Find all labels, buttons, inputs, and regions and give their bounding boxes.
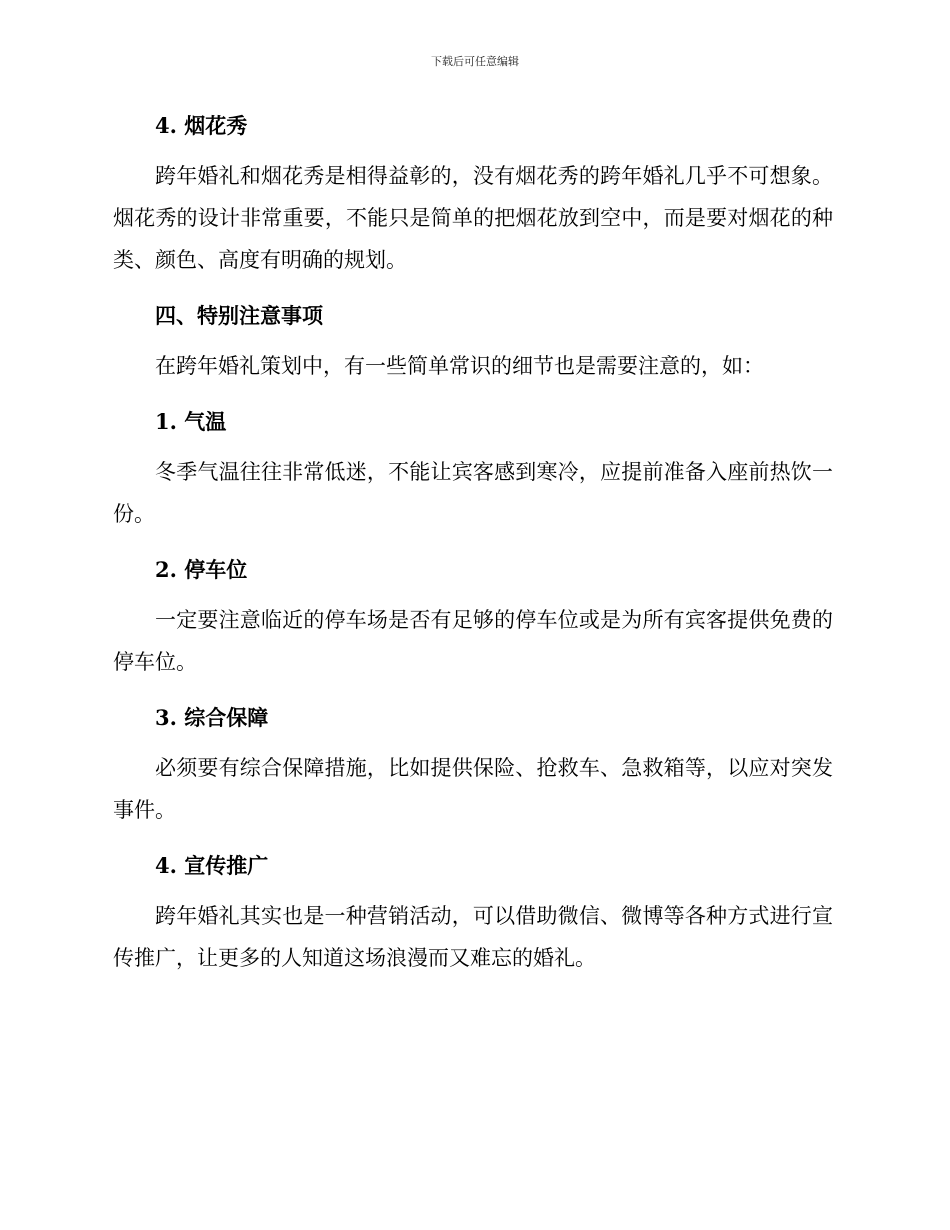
page-header-note: 下载后可任意编辑 xyxy=(431,55,519,68)
section-heading-parking: 2. 停车位 xyxy=(155,557,248,582)
section-heading-safety: 3. 综合保障 xyxy=(155,705,269,730)
section-heading-fireworks: 4. 烟花秀 xyxy=(155,113,248,138)
paragraph-temperature: 冬季气温往往非常低迷，不能让宾客感到寒冷，应提前准备入座前热饮一份。 xyxy=(113,460,833,526)
paragraph-parking: 一定要注意临近的停车场是否有足够的停车位或是为所有宾客提供免费的停车位。 xyxy=(113,608,833,674)
paragraph-fireworks: 跨年婚礼和烟花秀是相得益彰的，没有烟花秀的跨年婚礼几乎不可想象。烟花秀的设计非常重要，不能只是简单的把烟花放到空中，而是要对烟花的种类、颜色、高度有明确的规划。 xyxy=(113,164,833,272)
section-heading-promotion: 4. 宣传推广 xyxy=(155,853,269,878)
document-body xyxy=(113,111,833,979)
section-heading-temperature: 1. 气温 xyxy=(155,409,227,434)
section-heading-special-notes: 四、特别注意事项 xyxy=(155,303,323,328)
paragraph-promotion: 跨年婚礼其实也是一种营销活动，可以借助微信、微博等各种方式进行宣传推广，让更多的人知道这场浪漫而又难忘的婚礼。 xyxy=(113,904,833,970)
paragraph-safety: 必须要有综合保障措施，比如提供保险、抢救车、急救箱等，以应对突发事件。 xyxy=(113,756,833,822)
paragraph-notes-intro: 在跨年婚礼策划中，有一些简单常识的细节也是需要注意的，如： xyxy=(155,354,764,378)
